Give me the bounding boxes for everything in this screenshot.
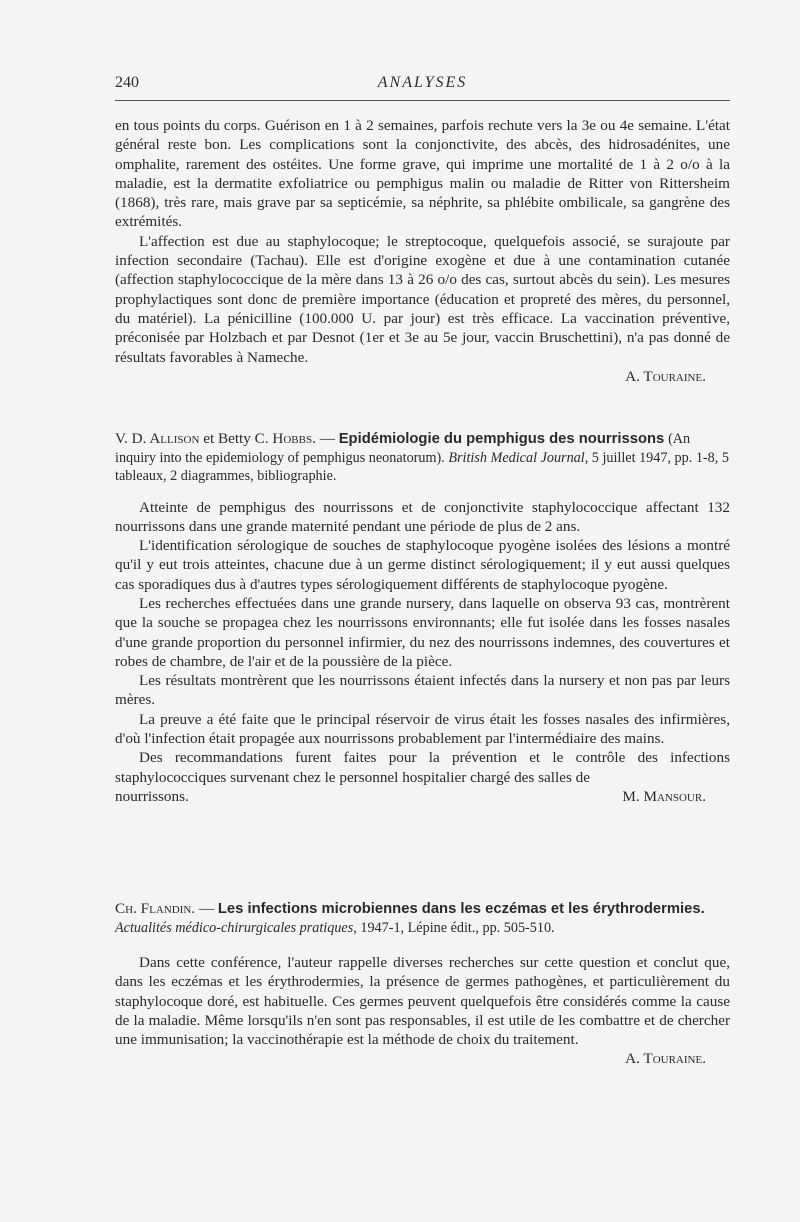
dash: . — xyxy=(312,430,339,447)
reference xyxy=(115,900,730,937)
page-number: 240 xyxy=(115,74,139,91)
reference xyxy=(115,430,730,486)
review-flandin xyxy=(115,900,730,1069)
author: Hobbs xyxy=(272,430,313,447)
paragraph: L'affection est due au staphylocoque; le streptocoque, quelquefois associé, se surajoute par infection secondaire (Tachau). Elle est d'origine exogène et due à une contamination cutanée (affection staphylococcique de la mère dans 13 à 26 o/o des cas, surtout abcès du sein). Les mesures prophylactiques sont donc de première importance (éducation et propreté des mères, du personnel, du matériel). La pénicilline (100.000 U. par jour) est très efficace. La vaccination préventive, préconisée par Holzbach et par Desnot (1er et 3e au 5e jour, vaccin Bruschettini), n'a pas donné de résultats favorables à Nameche. xyxy=(115,232,730,366)
signature: A. Touraine. xyxy=(625,1050,706,1068)
paragraph: Les résultats montrèrent que les nourrissons étaient infectés dans la nursery et non pas par leurs mères. xyxy=(115,672,730,709)
dash: . — xyxy=(191,900,218,917)
original-title: (An inquiry into the epidemiology of pemphigus neonatorum). xyxy=(115,431,691,466)
last-line xyxy=(115,787,730,806)
signature: A. Touraine. xyxy=(625,367,706,385)
article-title: Epidémiologie du pemphigus des nourrissons xyxy=(338,431,665,447)
author-connector: et Betty C. xyxy=(199,430,273,447)
author: Ch. Flandin xyxy=(115,900,192,917)
article-title: Les infections microbiennes dans les eczémas et les érythrodermies. xyxy=(217,901,705,917)
journal-name: Actualités médico-chirurgicales pratiques xyxy=(115,919,354,936)
section-continuation xyxy=(115,116,730,386)
review-allison-hobbs xyxy=(115,430,730,806)
last-line-text: nourrissons. xyxy=(115,787,189,805)
paragraph: La preuve a été faite que le principal réservoir de virus était les fosses nasales des infirmières, d'où l'infection était propagée aux nourrissons probablement par l'intermédiaire des mains. xyxy=(115,710,730,748)
paragraph: Dans cette conférence, l'auteur rappelle diverses recherches sur cette question et conclut que, dans les eczémas et les érythrodermies, la présence de germes pathogènes, et particulièrement du staphylocoque doré, est habituelle. Ces germes peuvent quelquefois être considérés comme la cause de la maladie. Même lorsqu'ils n'en sont pas responsables, il est utile de les combattre et de chercher une immunisation; la vaccinothérapie est la méthode de choix du traitement. xyxy=(115,954,730,1049)
signature: M. Mansour. xyxy=(622,787,706,805)
journal-name: British Medical Journal xyxy=(448,449,585,466)
citation: , 5 juillet 1947, pp. 1-8, 5 tableaux, 2 diagrammes, bibliographie. xyxy=(115,449,729,484)
header-rule xyxy=(115,100,730,101)
citation: , 1947-1, Lépine édit., pp. 505-510. xyxy=(353,919,555,936)
page-header xyxy=(115,66,730,100)
running-title: ANALYSES xyxy=(377,74,468,91)
paragraph: L'identification sérologique de souches de staphylocoque pyogène isolées des lésions a montré qu'il y eut trois atteintes, chacune due à un germe distinct sérologiquement; il y eut aussi quelques cas sporadiques dus à d'autres types sérologiquement différents de staphylocoque pyogène. xyxy=(115,537,730,593)
paragraph: en tous points du corps. Guérison en 1 à 2 semaines, parfois rechute vers la 3e ou 4e semaine. L'état général reste bon. Les complications sont la conjonctivite, des abcès, des hidrosadénites, une omphalite, rarement des ostéites. Une forme grave, qui imprime une mortalité de 1 à 2 o/o à la maladie, est la dermatite exfoliatrice ou pemphigus malin ou maladie de Ritter von Rittersheim (1868), très rare, mais grave par sa septicémie, sa néphrite, sa phlébite ombilicale, sa gangrène des extrémités. xyxy=(115,117,730,231)
paragraph: Des recommandations furent faites pour la prévention et le contrôle des infections staphylococciques survenant chez le personnel hospitalier chargé des salles de xyxy=(115,749,730,786)
paragraph: Les recherches effectuées dans une grande nursery, dans laquelle on observa 93 cas, montrèrent que la souche se propagea chez les nourrissons environnants; elle fut isolée dans les fosses nasales d'une grande proportion du personnel infirmier, du nez des nourrissons indemnes, des couvertures et robes de chambre, de l'air et de la poussière de la pièce. xyxy=(115,594,730,670)
author: V. D. Allison xyxy=(115,430,200,447)
paragraph: Atteinte de pemphigus des nourrissons et de conjonctivite staphylococcique affectant 132 nourrissons dans une grande maternité pendant une période de plus de 2 ans. xyxy=(115,498,730,535)
